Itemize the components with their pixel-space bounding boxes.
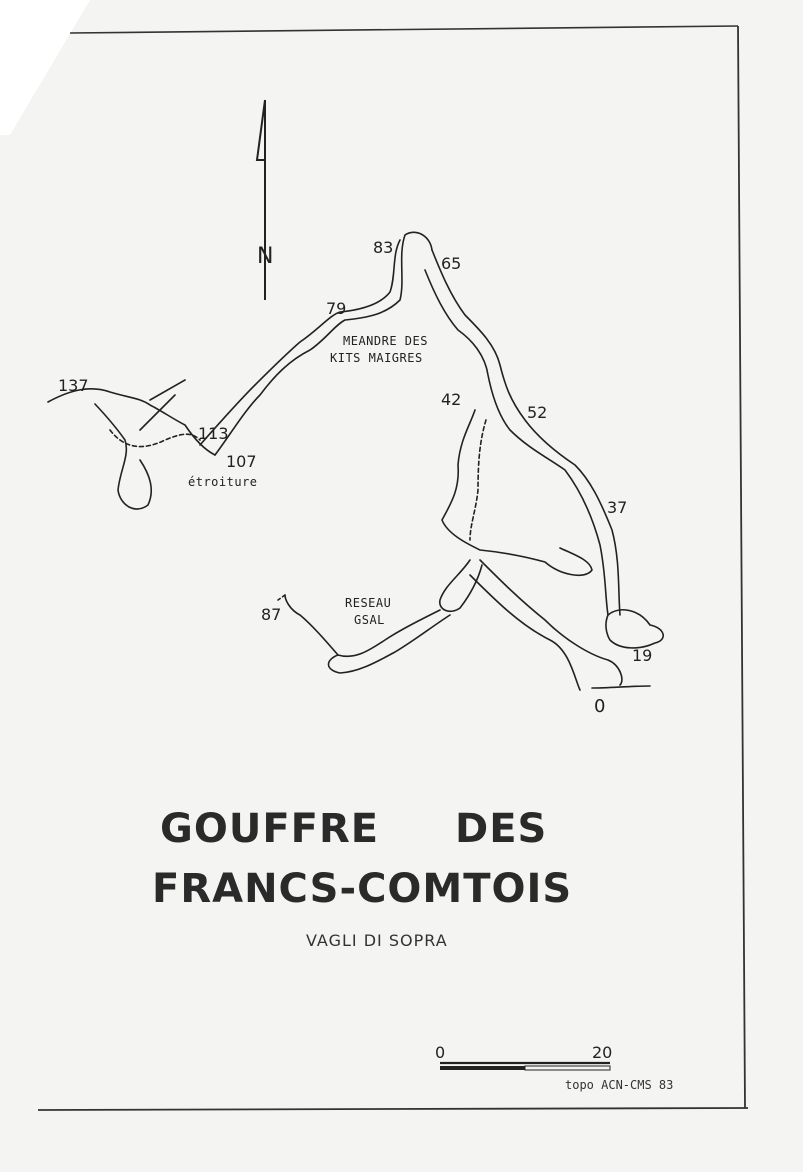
scale-end-label: 20 bbox=[592, 1043, 613, 1062]
meandre-label-line2: KITS MAIGRES bbox=[330, 351, 423, 365]
title-line1-gouffre: GOUFFRE bbox=[160, 806, 380, 852]
meandre-label-line1: MEANDRE DES bbox=[343, 334, 428, 348]
survey-credit: topo ACN-CMS 83 bbox=[565, 1078, 674, 1092]
reseau-label-line2: GSAL bbox=[354, 613, 385, 627]
passage-gsal-lower bbox=[328, 610, 450, 673]
passage-west-cross bbox=[140, 380, 185, 430]
chamber-19 bbox=[606, 610, 663, 648]
passage-lower-0 bbox=[480, 560, 622, 685]
passage-42-dashed bbox=[470, 420, 486, 540]
passage-east-main-outer bbox=[432, 250, 620, 615]
frame-right-line bbox=[738, 26, 745, 1108]
entrance-line bbox=[592, 686, 650, 688]
north-label: N bbox=[257, 244, 274, 269]
station-65: 65 bbox=[441, 254, 462, 273]
passage-42-branch bbox=[442, 410, 592, 575]
station-87: 87 bbox=[261, 605, 282, 624]
passage-gsal-upper bbox=[440, 560, 482, 611]
station-19: 19 bbox=[632, 646, 653, 665]
station-113: 113 bbox=[198, 424, 229, 443]
title-line2: FRANCS-COMTOIS bbox=[152, 866, 573, 912]
passage-gsal-87 bbox=[285, 595, 338, 655]
passage-east-main-inner bbox=[425, 270, 608, 615]
north-arrow-icon bbox=[257, 100, 265, 300]
station-42: 42 bbox=[441, 390, 462, 409]
passage-west-lower bbox=[95, 404, 151, 509]
subtitle: VAGLI DI SOPRA bbox=[306, 931, 448, 950]
passage-lower-0-inner bbox=[470, 575, 580, 690]
reseau-label-line1: RESEAU bbox=[345, 596, 392, 610]
station-137: 137 bbox=[58, 376, 89, 395]
passage-87-end bbox=[278, 595, 285, 600]
station-79: 79 bbox=[326, 299, 347, 318]
station-0: 0 bbox=[594, 696, 606, 717]
station-107: 107 bbox=[226, 452, 257, 471]
title-line1-des: DES bbox=[455, 806, 548, 852]
frame-top-line bbox=[70, 26, 738, 33]
scale-start-label: 0 bbox=[435, 1043, 446, 1062]
etroiture-label: étroiture bbox=[188, 475, 258, 489]
passage-west-upper bbox=[48, 389, 215, 455]
scale-bar-icon bbox=[440, 1063, 610, 1070]
page-fold-corner bbox=[0, 0, 90, 135]
station-52: 52 bbox=[527, 403, 548, 422]
station-83: 83 bbox=[373, 238, 394, 257]
frame-bottom-line bbox=[38, 1108, 748, 1110]
station-37: 37 bbox=[607, 498, 628, 517]
